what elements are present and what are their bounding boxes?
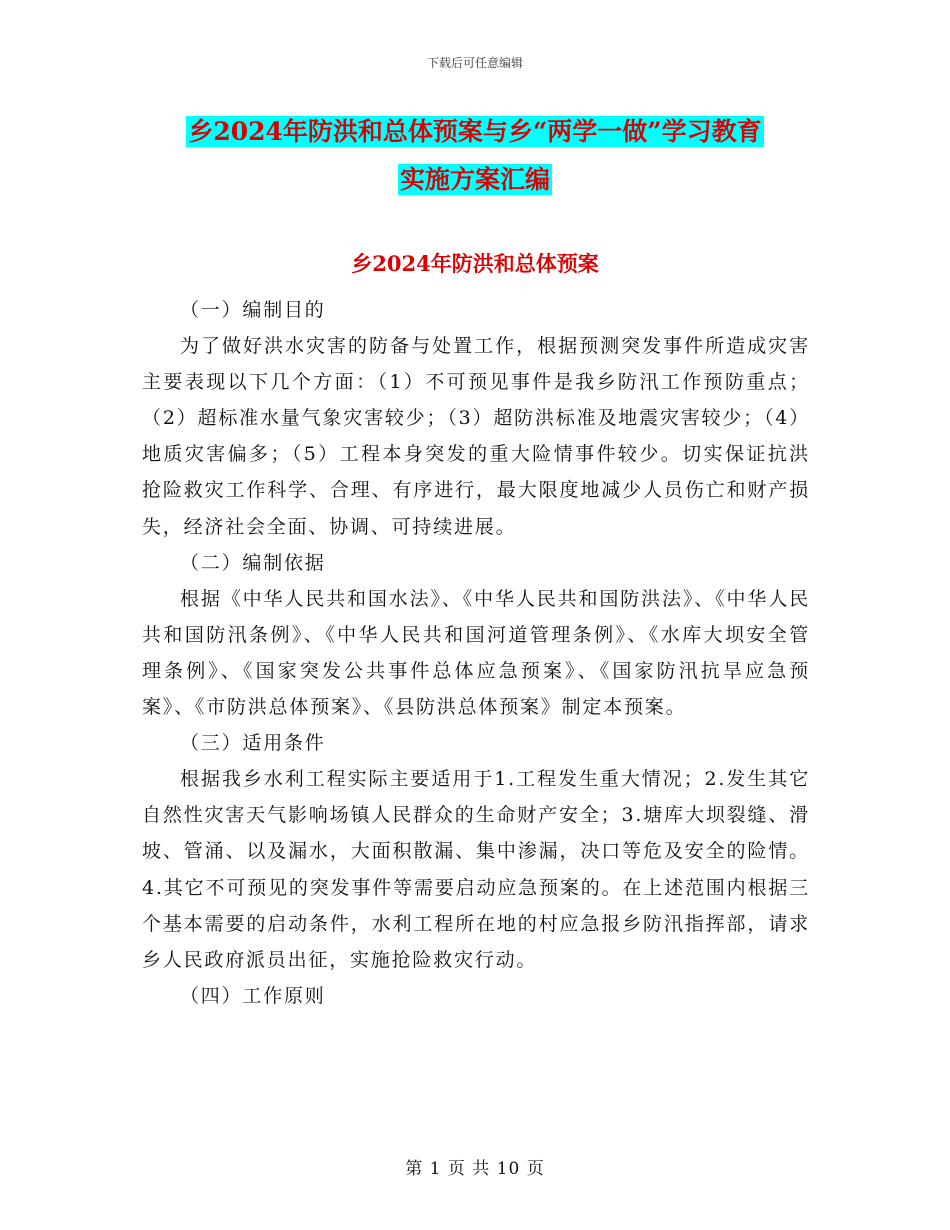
heading-conditions: （三）适用条件: [180, 732, 326, 755]
paragraph-purpose: 为了做好洪水灾害的防备与处置工作，根据预测突发事件所造成灾害主要表现以下几个方面：（1）不可预见事件是我乡防汛工作预防重点；（2）超标准水量气象灾害较少；（3）超防洪标准及地震灾害较少；（4）地质灾害偏多；（5）工程本身突发的重大险情事件较少。切实保证抗洪抢险救灾工作科学、合理、有序进行，最大限度地减少人员伤亡和财产损失，经济社会全面、协调、可持续进展。: [142, 335, 810, 538]
page-footer: 第 1 页 共 10 页: [405, 1159, 545, 1179]
header-note: 下载后可任意编辑: [426, 56, 523, 70]
paragraph-basis: 根据《中华人民共和国水法》、《中华人民共和国防洪法》、《中华人民共和国防汛条例》、《中华人民共和国河道管理条例》、《水库大坝安全管理条例》、《国家突发公共事件总体应急预案》、《国家防汛抗旱应急预案》、《市防洪总体预案》、《县防洪总体预案》制定本预案。: [142, 587, 810, 719]
heading-principles: （四）工作原则: [180, 984, 326, 1007]
main-title-line-2: 实施方案汇编: [399, 165, 550, 194]
document-body: [142, 292, 810, 1014]
main-title: [140, 108, 810, 204]
heading-basis: （二）编制依据: [180, 551, 326, 574]
section-title: 乡2024年防洪和总体预案: [351, 251, 599, 276]
heading-purpose: （一）编制目的: [180, 299, 326, 321]
main-title-line-1: 乡2024年防洪和总体预案与乡“两学一做”学习教育: [188, 117, 762, 146]
paragraph-conditions: 根据我乡水利工程实际主要适用于1.工程发生重大情况；2.发生其它自然性灾害天气影响场镇人民群众的生命财产安全；3.塘库大坝裂缝、滑坡、管涌、以及漏水，大面积散漏、集中渗漏，决口等危及安全的险情。4.其它不可预见的突发事件等需要启动应急预案的。在上述范围内根据三个基本需要的启动条件，水利工程所在地的村应急报乡防汛指挥部，请求乡人民政府派员出征，实施抢险救灾行动。: [142, 768, 810, 971]
